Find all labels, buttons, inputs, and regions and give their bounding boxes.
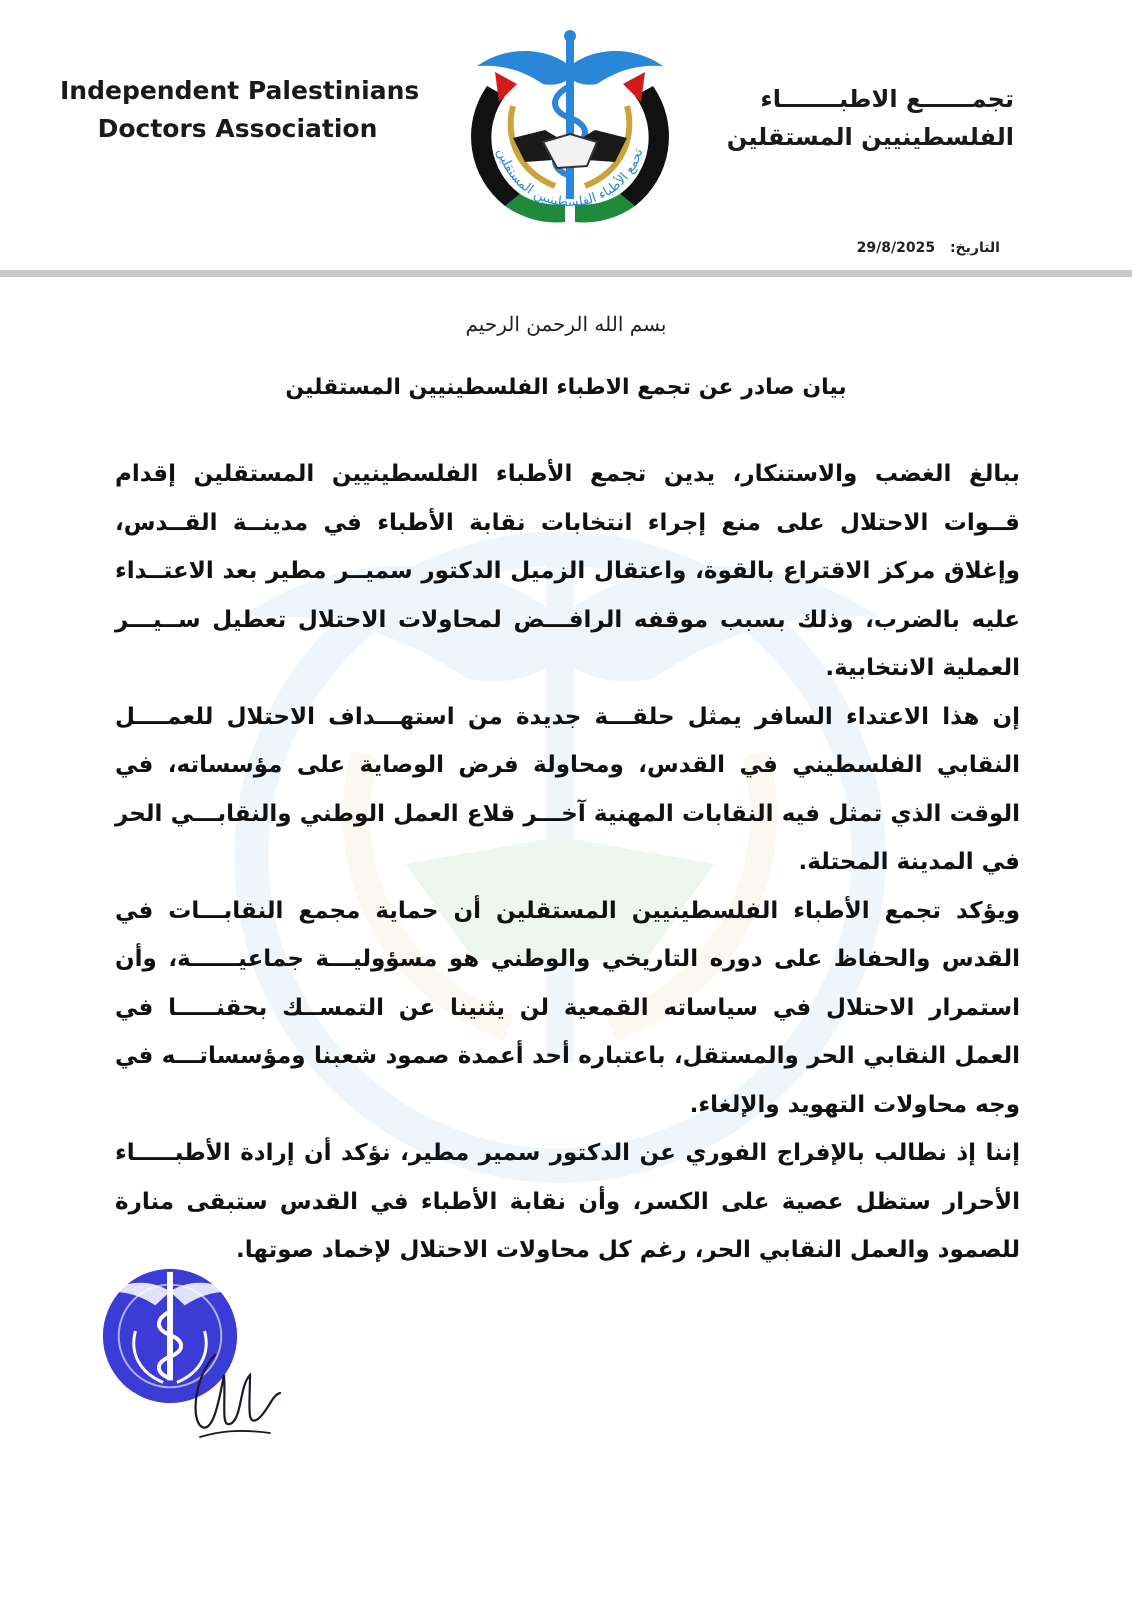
association-logo bbox=[465, 26, 675, 236]
paragraph-1: ببالغ الغضب والاستنكار، يدين تجمع الأطباء الفلسطينيين المستقلين إقدام قــوات الاحتلال على منع إجراء انتخابات نقابة الأطباء في مدينــة القــدس، وإغلاق مركز الاقتراع بالقوة، واعتقال الزميل الدكتور سميــر مطير بعد الاعتــداء عليه بالضرب، وذلك بسبب موقفه الرافـــض لمحاولات الاحتلال تعطيل ســيـــر العملية الانتخابية. bbox=[115, 461, 1020, 681]
english-org-name bbox=[60, 72, 420, 148]
english-org-name-line-1: Independent Palestinians bbox=[60, 76, 420, 105]
date-label: التاريخ: bbox=[949, 240, 1000, 256]
basmala: بسم الله الرحمن الرحيم bbox=[465, 312, 667, 336]
arabic-org-name-line-2: الفلسطينيين المستقلين bbox=[726, 123, 1014, 151]
statement-body bbox=[115, 450, 1020, 1275]
paragraph-3: ويؤكد تجمع الأطباء الفلسطينيين المستقلين أن حماية مجمع النقابـــات في القدس والحفاظ على دوره التاريخي والوطني هو مسؤوليـــة جماعيــــــة، وأن استمرار الاحتلال في سياساته القمعية لن يثنينا عن التمســك بحقنـــــا في العمل النقابي الحر والمستقل، باعتباره أحد أعمدة صمود شعبنا ومؤسساتـــه في وجه محاولات التهويد والإلغاء. bbox=[115, 897, 1020, 1118]
logo-ring-text: تجمع الأطباء الفلسطينيين المستقلين bbox=[493, 146, 647, 211]
paragraph-4: إننا إذ نطالب بالإفراج الفوري عن الدكتور سمير مطير، نؤكد أن إرادة الأطبـــــاء الأحرار ستظل عصية على الكسر، وأن نقابة الأطباء في القدس ستبقى منارة للصمود والعمل النقابي الحر، رغم كل محاولات الاحتلال لإخماد صوتها. bbox=[115, 1140, 1020, 1263]
signature bbox=[180, 1335, 290, 1445]
arabic-org-name-line-1: تجمــــــع الاطبـــــــاء bbox=[760, 85, 1014, 113]
date-value: 29/8/2025 bbox=[856, 240, 936, 256]
header-divider bbox=[0, 270, 1132, 277]
date-row bbox=[847, 240, 1000, 256]
english-org-name-line-2: Doctors Association bbox=[97, 114, 378, 143]
statement-title: بيان صادر عن تجمع الاطباء الفلسطينيين المستقلين bbox=[285, 375, 847, 400]
paragraph-2: إن هذا الاعتداء السافر يمثل حلقـــة جديدة من استهـــداف الاحتلال للعمــــل النقابي الفلسطيني في القدس، ومحاولة فرض الوصاية على مؤسساته، في الوقت الذي تمثل فيه النقابات المهنية آخـــر قلاع العمل الوطني والنقابـــي الحر في المدينة المحتلة. bbox=[115, 703, 1020, 875]
arabic-org-name bbox=[714, 80, 1014, 156]
